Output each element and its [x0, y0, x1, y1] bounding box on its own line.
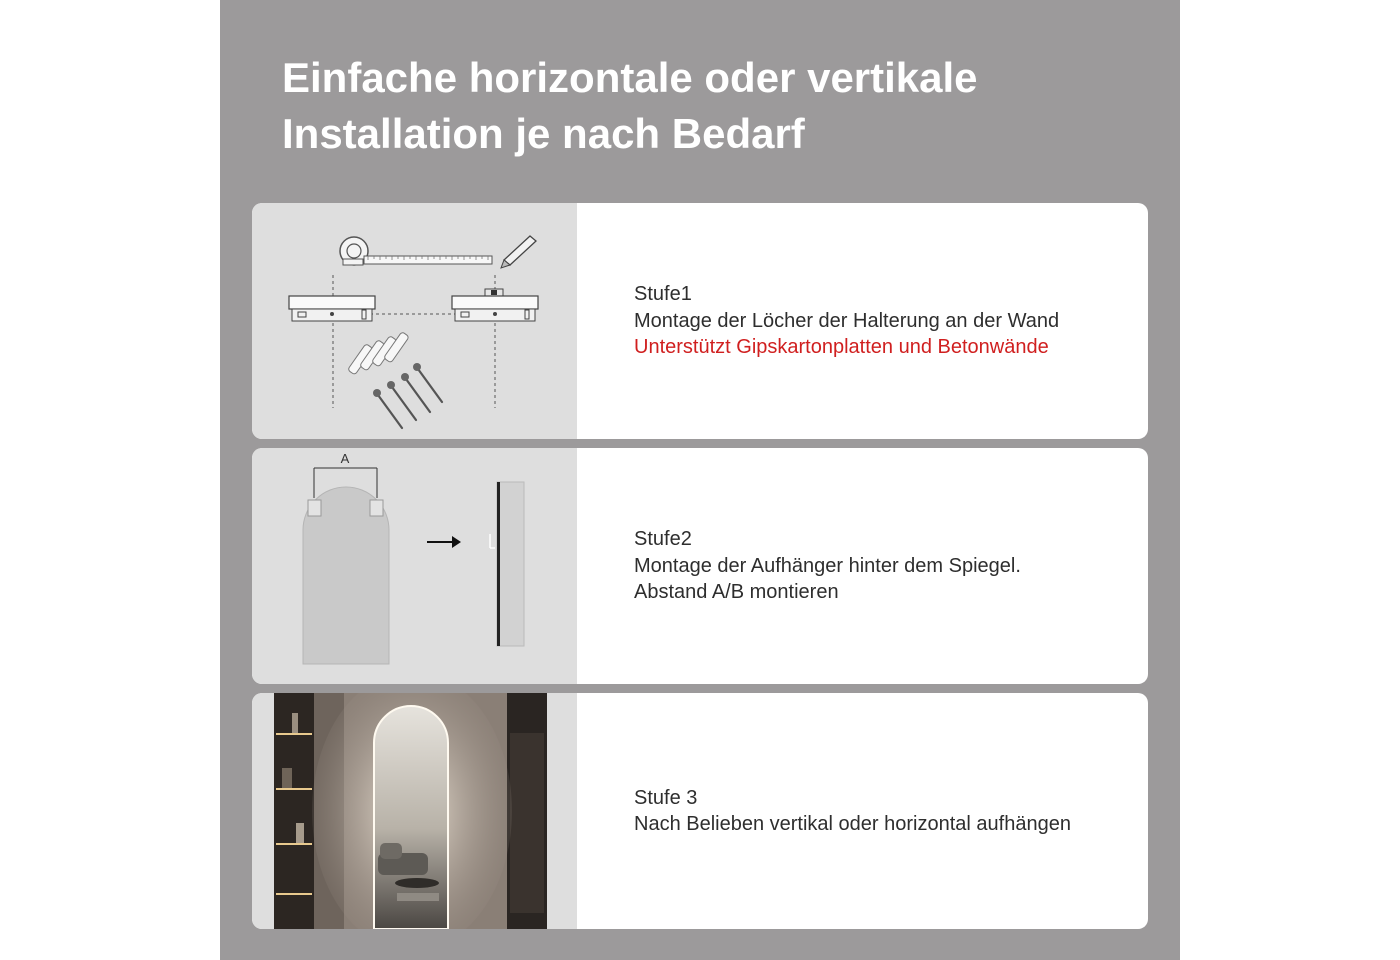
- step-3-description: Nach Belieben vertikal oder horizontal aufhängen: [634, 813, 1071, 835]
- step-2-description-2: Abstand A/B montieren: [634, 581, 839, 604]
- mirror-hanger-illustration: [252, 448, 577, 684]
- pencil-icon: [501, 236, 536, 268]
- step-2-text: [634, 448, 1134, 684]
- wall-anchors-icon: [348, 332, 410, 375]
- dimension-a-label: A: [340, 451, 350, 466]
- bracket-left-icon: [289, 296, 375, 321]
- step-card-1: [252, 203, 1148, 439]
- step-3-text: [634, 693, 1134, 929]
- arrow-right-icon: [427, 536, 461, 548]
- step-card-2: [252, 448, 1148, 684]
- installed-mirror-photo: [252, 693, 577, 929]
- shelf-unit-icon: [274, 693, 314, 929]
- hanger-right-icon: [370, 500, 383, 516]
- wall-bracket-drilling-illustration: [252, 203, 577, 439]
- title-line-2: Installation je nach Bedarf: [282, 110, 805, 157]
- tape-measure-icon: [340, 237, 492, 265]
- step-1-highlight: Unterstützt Gipskartonplatten und Betonwände: [634, 336, 1049, 359]
- step-1-text: [634, 203, 1134, 439]
- step-2-description: Montage der Aufhänger hinter dem Spiegel.: [634, 554, 1021, 577]
- hanger-left-icon: [308, 500, 321, 516]
- step-1-description: Montage der Löcher der Halterung an der Wand: [634, 309, 1060, 332]
- step-3-label: Stufe 3: [634, 786, 698, 809]
- title-line-1: Einfache horizontale oder vertikale: [282, 54, 978, 101]
- page-title: [282, 50, 1142, 162]
- step-1-label: Stufe1: [634, 283, 692, 306]
- step-card-3: [252, 693, 1148, 929]
- mirror-side-view-icon: [490, 482, 524, 646]
- step-2-label: Stufe2: [634, 528, 692, 551]
- screws-icon: [378, 369, 442, 428]
- bracket-right-icon: [452, 289, 538, 321]
- info-panel: [220, 0, 1180, 960]
